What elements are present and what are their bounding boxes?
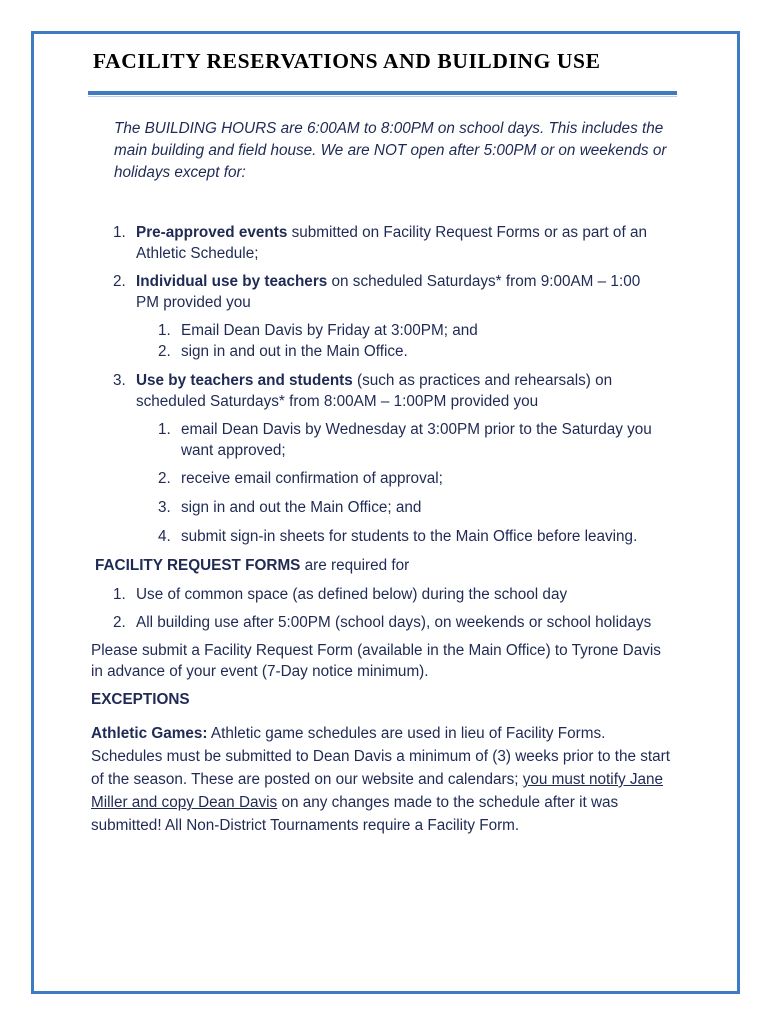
athletic-games-text-end: on any changes made to the schedule after it was submitted! All Non-District Tournaments require a Facility Form.: [91, 794, 619, 834]
athletic-games-paragraph: [91, 722, 681, 837]
exceptions-heading: EXCEPTIONS: [91, 691, 190, 708]
facility-forms-heading-bold: FACILITY REQUEST FORMS: [95, 557, 301, 574]
sub-list-item: sign in and out the Main Office; and: [181, 499, 422, 516]
forms-list-item: All building use after 5:00PM (school days), on weekends or school holidays: [136, 614, 652, 631]
sub-list-number: 2.: [158, 470, 171, 487]
list-number: 2.: [113, 273, 126, 290]
list-item-bold: Individual use by teachers: [136, 273, 328, 290]
list-number: 1.: [113, 224, 126, 241]
sub-list-number: 1.: [158, 421, 171, 438]
list-item-individual-use: [136, 271, 656, 313]
list-item-preapproved-events: [136, 222, 681, 264]
list-number: 2.: [113, 614, 126, 631]
sub-list-item: Email Dean Davis by Friday at 3:00PM; and: [181, 322, 478, 339]
building-hours-intro: The BUILDING HOURS are 6:00AM to 8:00PM on school days. This includes the main building and field house. We are NOT open after 5:00PM or on weekends or holidays except for:: [114, 120, 667, 181]
facility-forms-heading: [95, 555, 695, 576]
list-item-text: on scheduled Saturdays* from 9:00AM – 1:00 PM provided you: [136, 273, 641, 311]
sub-list-item: receive email confirmation of approval;: [181, 470, 443, 487]
list-item-teachers-and-students: [136, 370, 681, 412]
list-item-bold: Use by teachers and students: [136, 372, 353, 389]
athletic-games-label: Athletic Games:: [91, 725, 208, 742]
athletic-games-text: Athletic game schedules are used in lieu of Facility Forms. Schedules must be submitted to Dean Davis a minimum of (3) weeks prior to the start of the season. These are posted on our website and calendars;: [91, 725, 670, 788]
sub-list-number: 4.: [158, 528, 171, 545]
list-number: 3.: [113, 372, 126, 389]
list-item-bold: Pre-approved events: [136, 224, 288, 241]
sub-list-number: 2.: [158, 343, 171, 360]
sub-list-number: 1.: [158, 322, 171, 339]
sub-list-item: submit sign-in sheets for students to the Main Office before leaving.: [181, 528, 638, 545]
title-underline: [88, 91, 677, 95]
page-title: FACILITY RESERVATIONS AND BUILDING USE: [93, 49, 601, 73]
list-item-text: submitted on Facility Request Forms or as part of an Athletic Schedule;: [136, 224, 647, 262]
title-underline-thin: [88, 96, 677, 97]
list-item-text: (such as practices and rehearsals) on scheduled Saturdays* from 8:00AM – 1:00PM provided you: [136, 372, 613, 410]
sub-list-item: email Dean Davis by Wednesday at 3:00PM prior to the Saturday you want approved;: [181, 421, 652, 459]
facility-forms-heading-text: are required for: [300, 557, 410, 574]
notify-underlined-text: you must notify Jane Miller and copy Dean Davis: [91, 771, 664, 811]
list-number: 1.: [113, 586, 126, 603]
submit-instructions: Please submit a Facility Request Form (available in the Main Office) to Tyrone Davis in advance of your event (7-Day notice minimum).: [91, 642, 661, 680]
sub-list-number: 3.: [158, 499, 171, 516]
forms-list-item: Use of common space (as defined below) during the school day: [136, 586, 568, 603]
sub-list-item: sign in and out in the Main Office.: [181, 343, 408, 360]
